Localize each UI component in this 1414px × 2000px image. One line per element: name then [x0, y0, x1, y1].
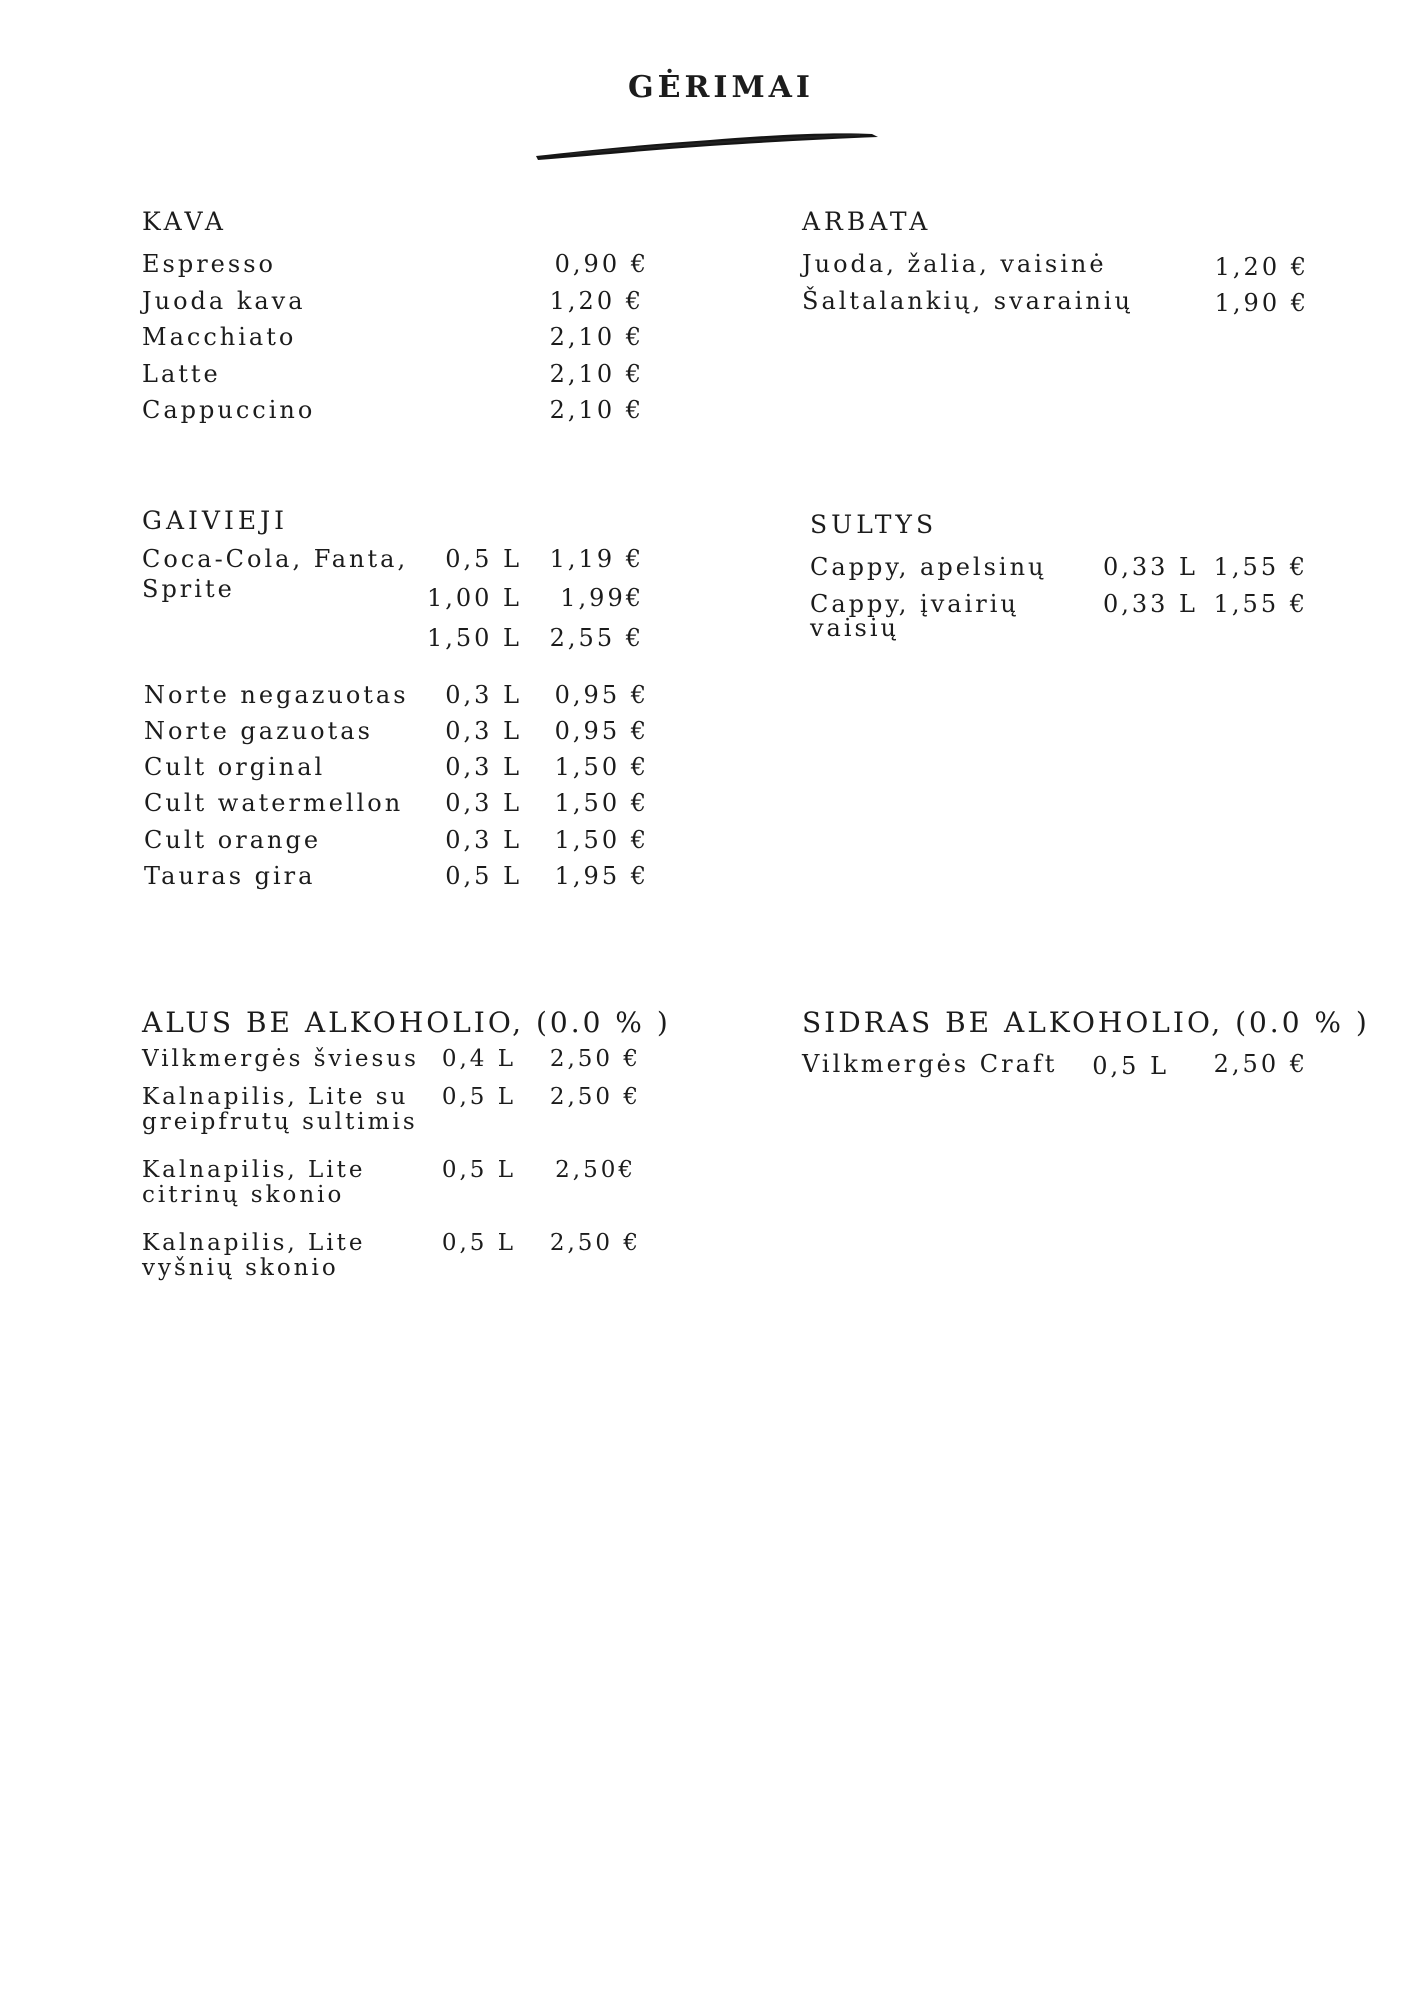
- arbata-item-price: 1,90 €: [1214, 289, 1309, 317]
- sultys-item-price: 1,55 €: [1213, 553, 1308, 581]
- coca-cola-name: Coca-Cola, Fanta,: [142, 545, 409, 573]
- coca-cola-volume: 1,50 L: [426, 624, 522, 652]
- kava-heading: KAVA: [142, 207, 227, 236]
- gaivieji-item-price: 1,95 €: [554, 862, 649, 890]
- alus-item-price: 2,50 €: [549, 1084, 641, 1110]
- alus-item-volume: 0,4 L: [441, 1046, 516, 1072]
- gaivieji-item-volume: 0,5 L: [445, 862, 522, 890]
- sultys-item-name: vaisių: [810, 614, 899, 642]
- sidras-heading: SIDRAS BE ALKOHOLIO, (0.0 % ): [802, 1006, 1370, 1039]
- alus-item-price: 2,50€: [555, 1157, 636, 1183]
- kava-item-price: 2,10 €: [549, 396, 644, 424]
- gaivieji-heading: GAIVIEJI: [142, 506, 288, 535]
- kava-item-name: Cappuccino: [142, 396, 316, 424]
- alus-item-price: 2,50 €: [549, 1046, 641, 1072]
- kava-item-price: 2,10 €: [549, 360, 644, 388]
- kava-item-name: Macchiato: [142, 323, 297, 351]
- alus-item-name: Kalnapilis, Lite: [142, 1157, 366, 1183]
- kava-item-price: 2,10 €: [549, 323, 644, 351]
- gaivieji-item-name: Tauras gira: [144, 862, 316, 890]
- kava-item-name: Latte: [142, 360, 221, 388]
- gaivieji-item-name: Norte gazuotas: [144, 717, 373, 745]
- sidras-item-volume: 0,5 L: [1092, 1052, 1169, 1080]
- kava-item-name: Espresso: [142, 250, 276, 278]
- sultys-item-name: Cappy, apelsinų: [810, 553, 1047, 581]
- gaivieji-item-volume: 0,3 L: [445, 753, 522, 781]
- alus-item-name: citrinų skonio: [142, 1182, 345, 1208]
- arbata-item-name: Šaltalankių, svarainių: [802, 287, 1133, 315]
- kava-item-price: 1,20 €: [549, 287, 644, 315]
- alus-item-name: Vilkmergės šviesus: [142, 1046, 419, 1072]
- gaivieji-item-name: Norte negazuotas: [144, 681, 409, 709]
- page-title: GĖRIMAI: [628, 70, 814, 105]
- arbata-item-name: Juoda, žalia, vaisinė: [802, 250, 1107, 278]
- gaivieji-item-name: Cult orange: [144, 826, 322, 854]
- alus-item-volume: 0,5 L: [441, 1157, 516, 1183]
- alus-item-volume: 0,5 L: [441, 1084, 516, 1110]
- alus-item-price: 2,50 €: [549, 1230, 641, 1256]
- sultys-item-price: 1,55 €: [1213, 590, 1308, 618]
- kava-item-price: 0,90 €: [554, 250, 649, 278]
- alus-item-volume: 0,5 L: [441, 1230, 516, 1256]
- alus-heading: ALUS BE ALKOHOLIO, (0.0 % ): [142, 1006, 671, 1039]
- kava-item-name: Juoda kava: [142, 287, 306, 315]
- gaivieji-item-volume: 0,3 L: [445, 826, 522, 854]
- gaivieji-item-name: Cult watermellon: [144, 789, 404, 817]
- gaivieji-item-name: Cult orginal: [144, 753, 326, 781]
- gaivieji-item-price: 0,95 €: [554, 681, 649, 709]
- sidras-item-name: Vilkmergės Craft: [802, 1050, 1058, 1078]
- gaivieji-item-price: 1,50 €: [554, 826, 649, 854]
- arbata-heading: ARBATA: [802, 207, 932, 236]
- gaivieji-item-price: 0,95 €: [554, 717, 649, 745]
- sultys-heading: SULTYS: [810, 510, 938, 539]
- sultys-item-volume: 0,33 L: [1102, 590, 1198, 618]
- alus-item-name: vyšnių skonio: [142, 1255, 339, 1281]
- coca-cola-price: 2,55 €: [549, 624, 644, 652]
- alus-item-name: greipfrutų sultimis: [142, 1109, 418, 1135]
- coca-cola-price: 1,99€: [560, 584, 644, 612]
- coca-cola-volume: 1,00 L: [426, 584, 522, 612]
- alus-item-name: Kalnapilis, Lite: [142, 1230, 366, 1256]
- sultys-item-volume: 0,33 L: [1102, 553, 1198, 581]
- coca-cola-volume: 0,5 L: [445, 545, 522, 573]
- brush-stroke-divider: [530, 120, 890, 165]
- sultys-item-name: Cappy, įvairių: [810, 590, 1019, 618]
- gaivieji-item-price: 1,50 €: [554, 753, 649, 781]
- gaivieji-item-volume: 0,3 L: [445, 717, 522, 745]
- alus-item-name: Kalnapilis, Lite su: [142, 1084, 409, 1110]
- coca-cola-name: Sprite: [142, 575, 235, 603]
- coca-cola-price: 1,19 €: [549, 545, 644, 573]
- gaivieji-item-volume: 0,3 L: [445, 789, 522, 817]
- arbata-item-price: 1,20 €: [1214, 253, 1309, 281]
- gaivieji-item-volume: 0,3 L: [445, 681, 522, 709]
- sidras-item-price: 2,50 €: [1213, 1050, 1308, 1078]
- gaivieji-item-price: 1,50 €: [554, 789, 649, 817]
